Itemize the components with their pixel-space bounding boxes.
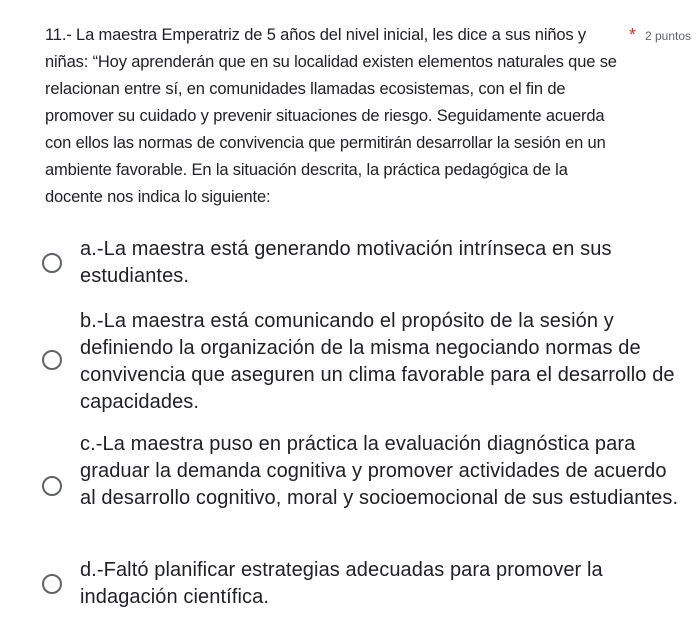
radio-button-d[interactable] [42,574,62,594]
required-indicator: * [629,25,637,45]
radio-button-a[interactable] [42,253,62,273]
option-a[interactable] [38,236,688,290]
option-c[interactable] [38,431,688,539]
option-b[interactable] [38,308,688,416]
radio-button-b[interactable] [42,350,62,370]
option-a-label[interactable]: a.-La maestra está generando motivación intrínseca en sus estudiantes. [80,238,612,287]
option-d[interactable] [38,557,688,611]
radio-button-c[interactable] [42,476,62,496]
question-text: 11.- La maestra Emperatriz de 5 años del nivel inicial, les dice a sus niños y niñas: “Hoy aprenderán que en su localidad existen elementos naturales que se relacionan entre sí, en comunidades llamadas ecosistemas, con el fin de promover su cuidado y prevenir situaciones de riesgo. Seguidamente acuerda con ellos las normas de convivencia que permitirán desarrollar la sesión en un ambiente favorable. En la situación descrita, la práctica pedagógica de la docente nos indica lo siguiente: [45,26,617,206]
points-label: 2 puntos [645,29,692,43]
option-d-label[interactable]: d.-Faltó planificar estrategias adecuadas para promover la indagación científica. [80,559,603,608]
option-b-label[interactable]: b.-La maestra está comunicando el propósito de la sesión y definiendo la organización de la misma negociando normas de convivencia que aseguren un clima favorable para el desarrollo de capacidades. [80,310,675,413]
option-c-label[interactable]: c.-La maestra puso en práctica la evaluación diagnóstica para graduar la demanda cognitiva y promover actividades de acuerdo al desarrollo cognitivo, moral y socioemocional de sus estudiantes. [80,433,679,509]
